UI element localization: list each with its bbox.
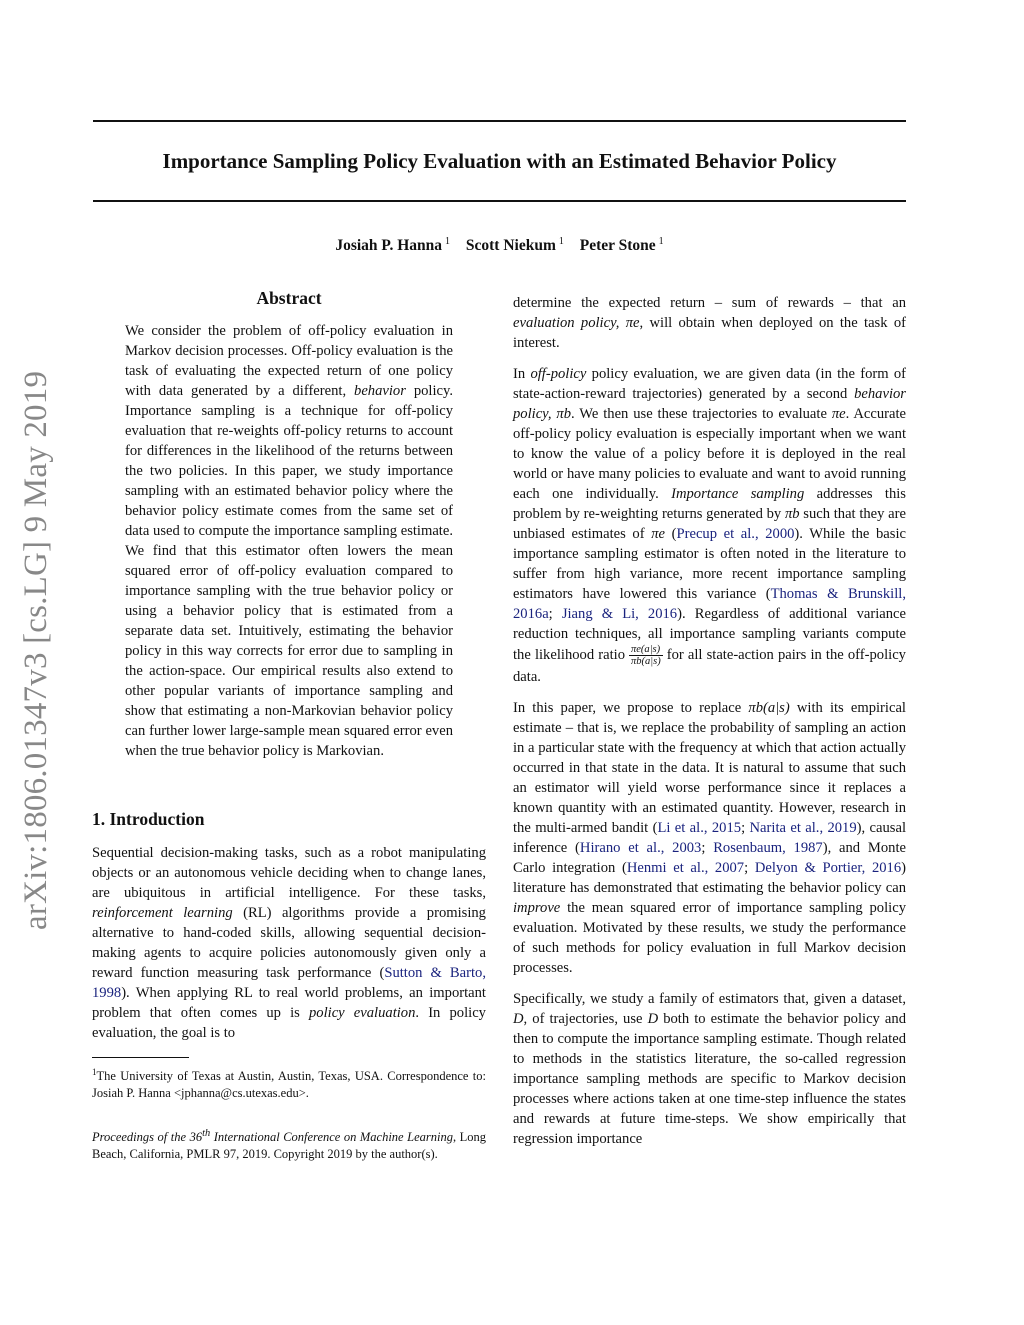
- title-rule-top: [93, 120, 906, 122]
- citation-link[interactable]: Narita et al., 2019: [749, 820, 857, 836]
- section-heading-introduction: 1. Introduction: [92, 809, 205, 829]
- right-column: [513, 293, 906, 1149]
- footnote-rule: [92, 1057, 189, 1058]
- citation-link[interactable]: Hirano et al., 2003: [579, 840, 702, 856]
- body-paragraph: determine the expected return – sum of rewards – that an evaluation policy, πe, will obtain when deployed on the task of interest.: [513, 295, 906, 351]
- author-list: [93, 236, 906, 255]
- citation-link[interactable]: Jiang & Li, 2016: [561, 606, 678, 622]
- body-paragraph: In this paper, we propose to replace πb(a|s) with its empirical estimate – that is, we replace the probability of sampling an action in a particular state with the frequency at which that action actually occurred in that state in the data. It is natural to assume that such an estimator will yield worse performance since it replaces a known quantity with an estimated quantity. However, research in the multi-armed bandit (Li et al., 2015; Narita et al., 2019), causal inference (Hirano et al., 2003; Rosenbaum, 1987), and Monte Carlo integration (Henmi et al., 2007; Delyon & Portier, 2016) literature has demonstrated that estimating the behavior policy can improve the mean squared error of importance sampling policy evaluation. Motivated by these results, we study the performance of such methods for policy evaluation in full Markov decision processes.: [513, 700, 907, 976]
- abstract-text: We consider the problem of off-policy evaluation in Markov decision processes. Off-policy evaluation is the task of evaluating the expected return of one policy with data generated by a different, behavior policy. Importance sampling is a technique for off-policy evaluation that re-weights off-policy returns to account for differences in the likelihood of the returns between the two policies. In this paper, we study importance sampling with an estimated behavior policy where the behavior policy estimate comes from the same set of data used to compute the importance sampling estimate. We find that this estimator often lowers the mean squared error of off-policy evaluation compared to importance sampling with the true behavior policy or using a behavior policy that is estimated from a separate data set. Intuitively, estimating the behavior policy in this way corrects for error due to sampling in the action-space. Our empirical results also extend to other popular variants of importance sampling and show that estimating a non-Markovian behavior policy can further lower large-sample mean squared error even when the true behavior policy is Markovian.: [125, 323, 454, 759]
- intro-paragraph: Sequential decision-making tasks, such as a robot manipulating objects or an autonomous vehicle deciding when to change lanes, are ubiquitous in artificial intelligence. For these tasks, reinforcement learning (RL) algorithms provide a promising alternative to hand-coded skills, allowing sequential decision-making agents to acquire policies autonomously given only a reward function measuring task performance (Sutton & Barto, 1998). When applying RL to real world problems, an important problem that often comes up is policy evaluation. In policy evaluation, the goal is to: [92, 845, 487, 1041]
- left-column: [92, 288, 486, 1163]
- citation-link[interactable]: Sutton & Barto, 1998: [92, 965, 487, 1001]
- citation-link[interactable]: Precup et al., 2000: [676, 526, 795, 542]
- citation-link[interactable]: Henmi et al., 2007: [626, 860, 745, 876]
- author: Peter Stone $^1$: [579, 236, 664, 255]
- citation-link[interactable]: Li et al., 2015: [657, 820, 742, 836]
- citation-link[interactable]: Rosenbaum, 1987: [713, 840, 823, 856]
- arxiv-stamp: arXiv:1806.01347v3 [cs.LG] 9 May 2019: [18, 370, 54, 930]
- author: Scott Niekum $^1$: [465, 236, 564, 255]
- author: Josiah P. Hanna $^1$: [335, 236, 451, 255]
- body-paragraph: Specifically, we study a family of estimators that, given a dataset, D, of trajectories, use D both to estimate the behavior policy and then to compute the importance sampling estimate. Though related to methods in the statistics literature, the so-called regression importance sampling methods are specific to Markov decision processes where actions taken at one time-step influence the states and rewards at future time-steps. We show empirically that regression importance: [513, 991, 906, 1147]
- title-rule-bottom: [93, 200, 906, 202]
- likelihood-ratio-fraction: $\frac{\pi e(a|s)}{\pi b(a|s)}$: [631, 644, 661, 667]
- citation-link[interactable]: Delyon & Portier, 2016: [754, 860, 902, 876]
- paper-title: Importance Sampling Policy Evaluation with an Estimated Behavior Policy: [162, 149, 837, 173]
- citation-link[interactable]: Thomas & Brunskill, 2016a: [513, 586, 906, 622]
- proceedings-note: Proceedings of the 36th International Conference on Machine Learning, Long Beach, California, PMLR 97, 2019. Copyright 2019 by the author(s).: [92, 1128, 486, 1162]
- affiliation-footnote: $^1$The University of Texas at Austin, Austin, Texas, USA. Correspondence to: Josiah P. Hanna <jphanna@cs.utexas.edu>.: [92, 1067, 486, 1101]
- body-paragraph: In off-policy policy evaluation, we are given data (in the form of state-action-reward trajectories) generated by a second behavior policy, πb. We then use these trajectories to evaluate πe. Accurate off-policy policy evaluation is especially important when we want to know the value of a policy before it is deployed in the real world or have many policies to evaluate and want to avoid running each one individually. Importance sampling addresses this problem by re-weighting returns generated by πb such that they are unbiased estimates of πe (Precup et al., 2000). While the basic importance sampling estimator is often noted in the literature to suffer from high variance, more recent importance sampling estimators have lowered this variance (Thomas & Brunskill, 2016a; Jiang & Li, 2016). Regardless of additional variance reduction techniques, all importance sampling variants compute the likelihood ratio $\frac{\pi e(a|s)}{\pi b(a|s)}$ for all state-action pairs in the off-policy data.: [513, 366, 907, 685]
- abstract-heading: Abstract: [256, 288, 322, 308]
